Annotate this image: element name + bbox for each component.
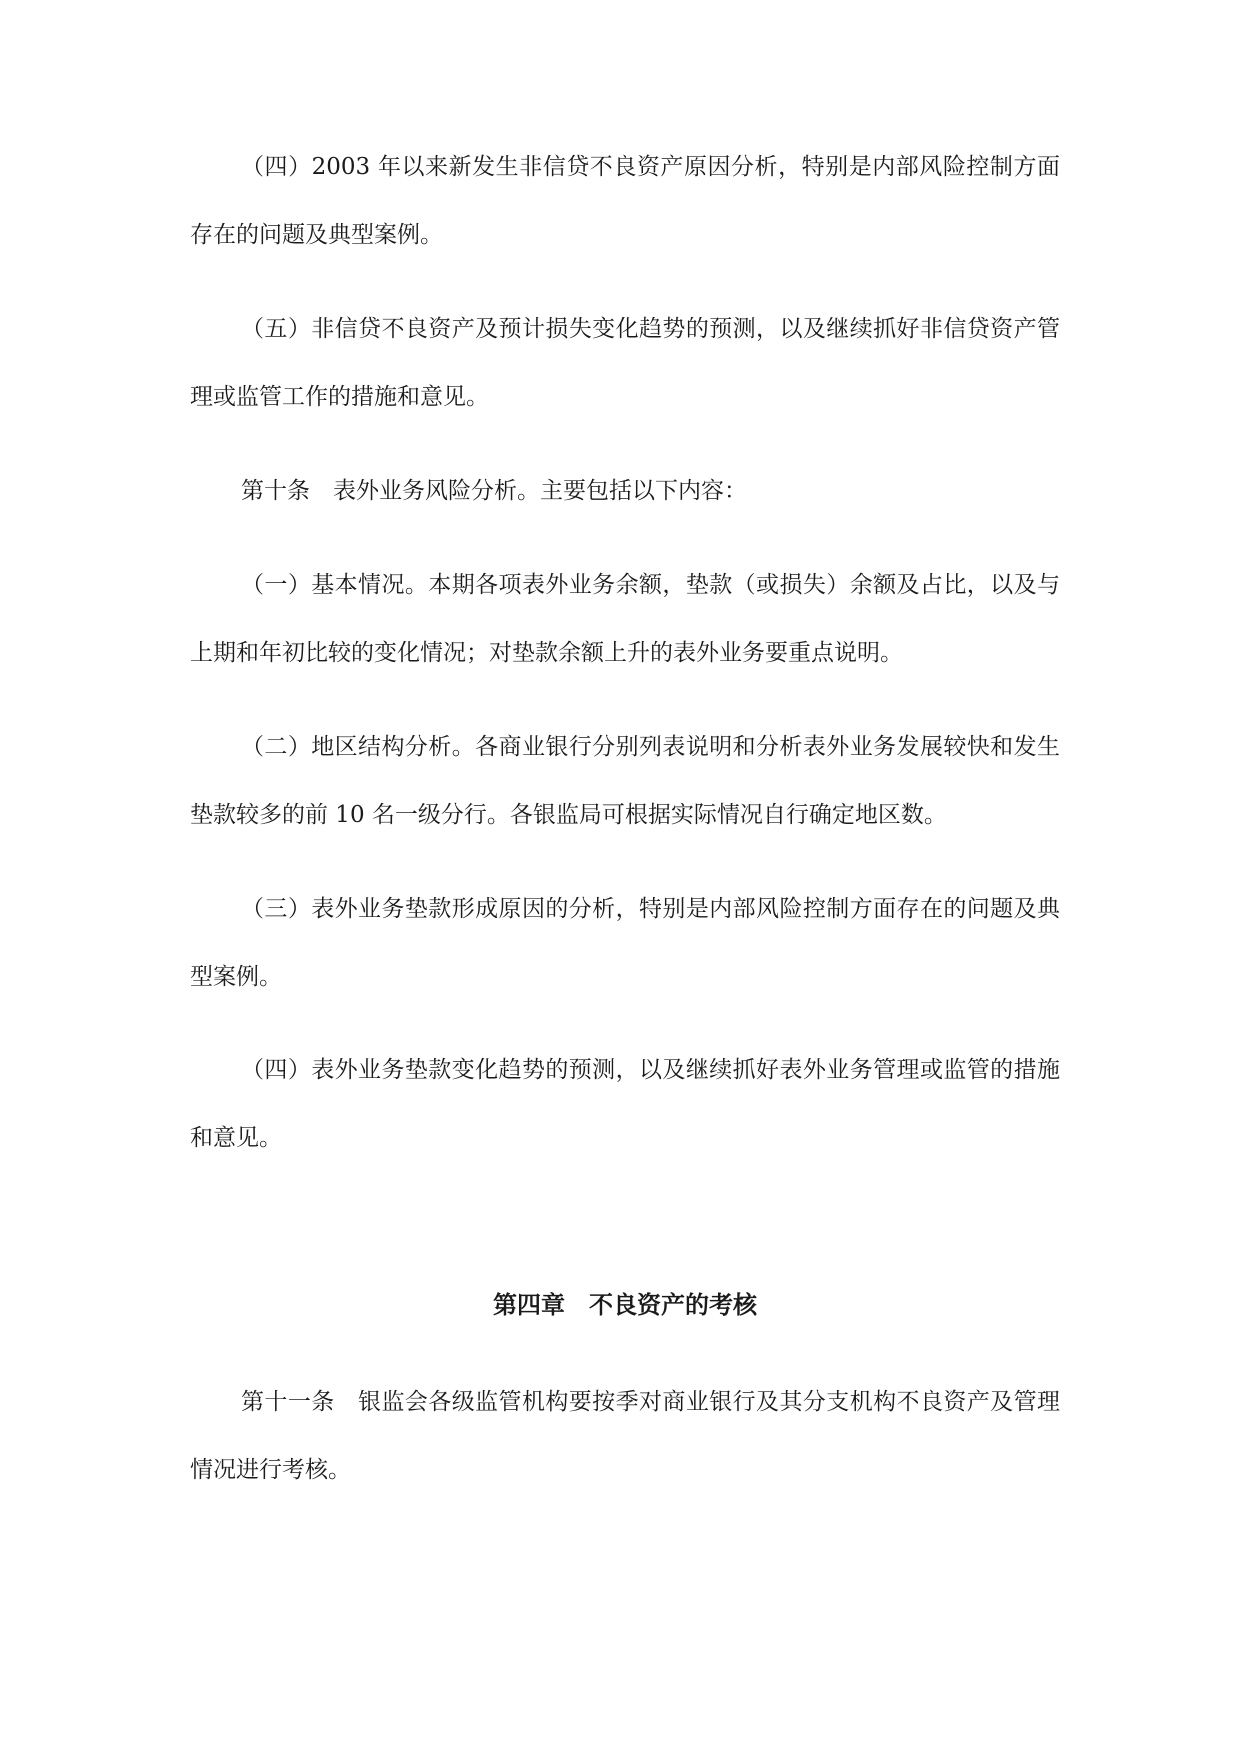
- article-10-heading: 第十条 表外业务风险分析。主要包括以下内容：: [241, 478, 747, 504]
- paragraph-4-non-credit-cause-analysis: （四）2003 年以来新发生非信贷不良资产原因分析，特别是内部风险控制方面存在的问题及典型案例。: [190, 154, 1060, 248]
- paragraph-3-advance-cause-analysis: （三）表外业务垫款形成原因的分析，特别是内部风险控制方面存在的问题及典型案例。: [190, 896, 1060, 990]
- paragraph-1-basic-situation: （一）基本情况。本期各项表外业务余额，垫款（或损失）余额及占比，以及与上期和年初比较的变化情况；对垫款余额上升的表外业务要重点说明。: [190, 572, 1060, 666]
- paragraph-5-non-credit-trend-forecast: （五）非信贷不良资产及预计损失变化趋势的预测，以及继续抓好非信贷资产管理或监管工作的措施和意见。: [190, 316, 1060, 410]
- article-11-paragraph: 第十一条 银监会各级监管机构要按季对商业银行及其分支机构不良资产及管理情况进行考核。: [190, 1389, 1060, 1483]
- chapter-title: 第四章 不良资产的考核: [493, 1290, 757, 1319]
- paragraph-4-advance-trend-forecast: （四）表外业务垫款变化趋势的预测，以及继续抓好表外业务管理或监管的措施和意见。: [190, 1057, 1060, 1151]
- paragraph-2-regional-structure: （二）地区结构分析。各商业银行分别列表说明和分析表外业务发展较快和发生垫款较多的前 10 名一级分行。各银监局可根据实际情况自行确定地区数。: [190, 734, 1060, 828]
